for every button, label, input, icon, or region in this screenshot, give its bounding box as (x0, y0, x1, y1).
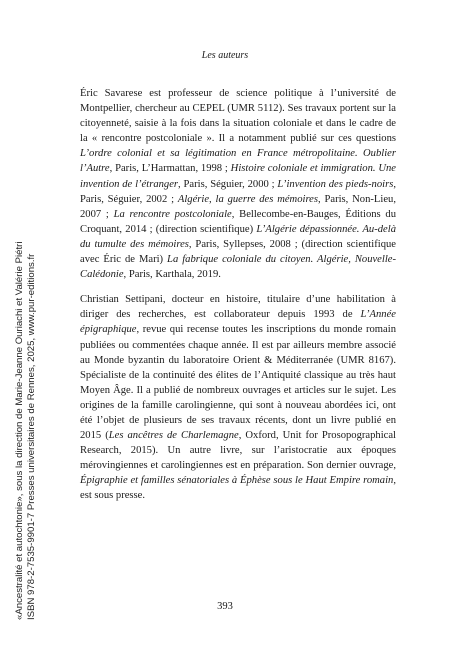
text-segment: , Bellecombe-en-Bauges, Éditions du Croquant, 2014 ; (direction scientifique) (80, 208, 396, 235)
italic-title: Algérie, la guerre des mémoires (177, 193, 319, 205)
text-segment: , est sous presse. (80, 475, 396, 502)
text-segment: , Paris, Karthala, 2019. (123, 269, 221, 281)
italic-title: L’Année épigraphique (80, 309, 396, 336)
italic-title: La fabrique coloniale du citoyen. Algérie, Nouvelle-Calédonie (80, 254, 397, 281)
page-number: 393 (217, 601, 233, 612)
running-header: Les auteurs (201, 50, 249, 61)
copyright-sidebar (14, 220, 59, 620)
sidebar-citation-line: «Ancestralité et autochtonie», sous la direction de Marie-Jeanne Ouriachi et Valérie Piétri (14, 241, 25, 620)
italic-title: Histoire coloniale et immigration. Une invention de l’étranger (80, 163, 396, 190)
italic-title: L’ordre colonial et sa légitimation en France métropolitaine. Oublier l’Autre (80, 148, 396, 175)
sidebar-isbn-line: ISBN 978-2-7535-9901-7 Presses universitaires de Rennes, 2025, www.pur-editions.fr (26, 253, 37, 620)
text-segment: , Paris, Syllepses, 2008 ; (direction scientifique avec Éric de Mari) (80, 238, 397, 266)
italic-title: L’invention des pieds-noirs (277, 178, 394, 190)
author-bios (80, 86, 396, 504)
text-segment: , Paris, Séguier, 2002 ; (80, 178, 396, 205)
text-segment: , Paris, Non-Lieu, 2007 ; (80, 193, 396, 220)
text-segment: , Paris, Séguier, 2000 ; (178, 178, 278, 190)
text-segment: , revue qui recense toutes les inscriptions du monde romain publiées ou commentées chaque année. Il est par ailleurs membre associé au Monde byzantin du laboratoire Orient & Méditerranée (UMR 8167). Spécialiste de la continuité des élites de l’Antiquité classique au très haut Moyen Âge. Il a publié de nombreux ouvrages et articles sur le sujet. Les origines de la famille carolingienne, qui sont à nouveau abordées ici, ont été l’objet de plusieurs de ses travaux récents, dont un livre publié en 2015 ( (80, 324, 396, 442)
text-segment: , Paris, L’Harmattan, 1998 ; (109, 163, 231, 175)
text-segment: Christian Settipani, docteur en histoire, titulaire d’une habilitation à diriger des recherches, est collaborateur depuis 1993 de (80, 294, 396, 321)
author-bio-paragraph (80, 292, 396, 503)
italic-title: Épigraphie et familles sénatoriales à Éphèse sous le Haut Empire romain (80, 475, 394, 487)
italic-title: La rencontre postcoloniale (113, 208, 232, 220)
italic-title: Les ancêtres de Charlemagne (108, 430, 239, 442)
author-bio-paragraph (80, 86, 396, 282)
italic-title: L’Algérie dépassionnée. Au-delà du tumulte des mémoires (80, 223, 396, 250)
text-segment: , Oxford, Unit for Prosopographical Research, 2015). Un autre livre, sur l’aristocratie aux époques mérovingiennes et carolingiennes est en préparation. Son dernier ouvrage, (80, 430, 397, 472)
text-segment: Éric Savarese est professeur de science politique à l’université de Montpellier, chercheur au CEPEL (UMR 5112). Ses travaux portent sur la citoyenneté, saisie à la fois dans la situation coloniale et dans le cadre de la « rencontre postcoloniale ». Il a notamment publié sur ces questions (80, 88, 396, 145)
